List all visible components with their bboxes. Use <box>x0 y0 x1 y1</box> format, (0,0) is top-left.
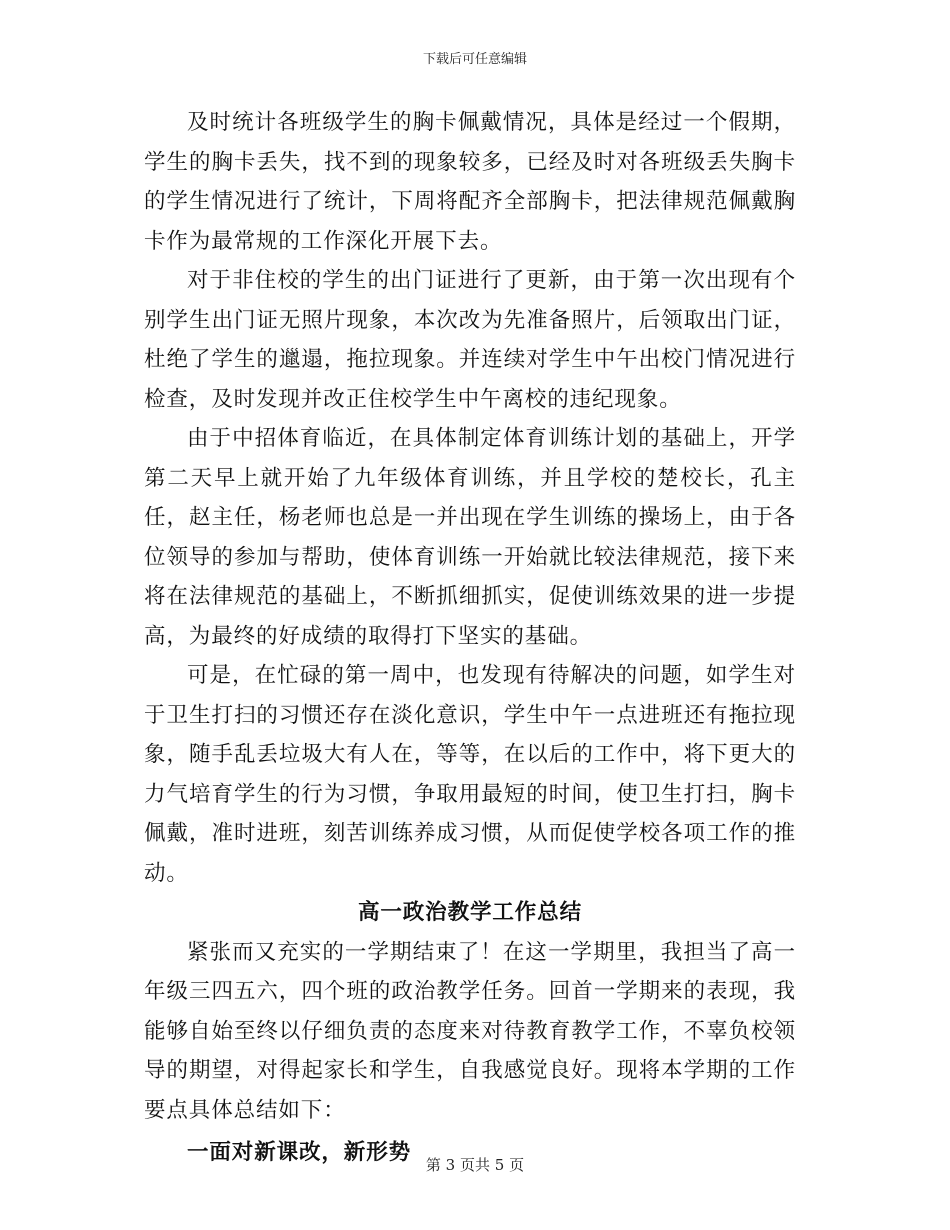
page-footer: 第 3 页共 5 页 <box>425 1156 525 1174</box>
paragraph-pe-training: 由于中招体育临近，在具体制定体育训练计划的基础上，开学第二天早上就开始了九年级体育训练，并且学校的楚校长，孔主任，赵主任，杨老师也总是一并出现在学生训练的操场上，由于各位领导的参加与帮助，使体育训练一开始就比较法律规范，接下来将在法律规范的基础上，不断抓细抓实，促使训练效果的进一步提高，为最终的好成绩的取得打下坚实的基础。 <box>144 426 796 649</box>
section-title: 高一政治教学工作总结 <box>357 900 582 925</box>
page-header: 下载后可任意编辑 <box>422 52 527 67</box>
paragraph-problems: 可是，在忙碌的第一周中，也发现有待解决的问题，如学生对于卫生打扫的习惯还存在淡化意识，学生中午一点进班还有拖拉现象，随手乱丢垃圾大有人在，等等，在以后的工作中，将下更大的力气培育学生的行为习惯，争取用最短的时间，使卫生打扫，胸卡佩戴，准时进班，刻苦训练养成习惯，从而促使学校各项工作的推动。 <box>144 663 796 886</box>
section-intro-paragraph: 紧张而又充实的一学期结束了！在这一学期里，我担当了高一年级三四五六，四个班的政治教学任务。回首一学期来的表现，我能够自始至终以仔细负责的态度来对待教育教学工作，不辜负校领导的期望，对得起家长和学生，自我感觉良好。现将本学期的工作要点具体总结如下： <box>144 939 796 1123</box>
paragraph-badge-statistics: 及时统计各班级学生的胸卡佩戴情况，具体是经过一个假期，学生的胸卡丢失，找不到的现象较多，已经及时对各班级丢失胸卡的学生情况进行了统计，下周将配齐全部胸卡，把法律规范佩戴胸卡作为最常规的工作深化开展下去。 <box>144 110 796 254</box>
paragraph-exit-pass: 对于非住校的学生的出门证进行了更新，由于第一次出现有个别学生出门证无照片现象，本次改为先准备照片，后领取出门证，杜绝了学生的邋遢，拖拉现象。并连续对学生中午出校门情况进行检查，及时发现并改正住校学生中午离校的违纪现象。 <box>144 268 796 412</box>
section-subheading: 一面对新课改，新形势 <box>187 1140 412 1165</box>
document-body <box>144 103 796 1173</box>
